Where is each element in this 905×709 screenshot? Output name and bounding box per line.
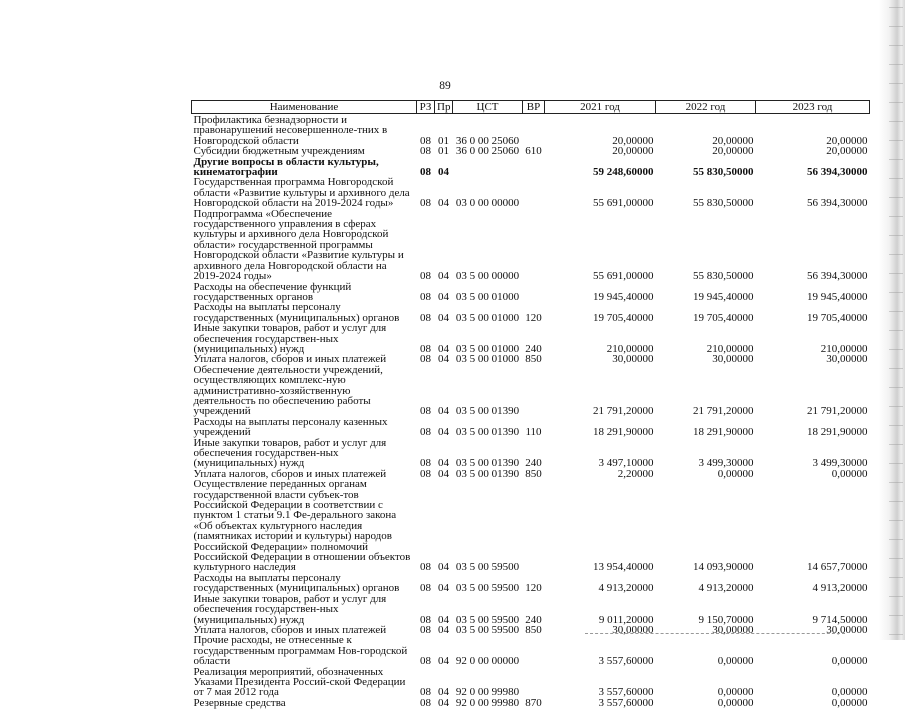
cell-2023: 19 945,40000 — [807, 290, 868, 303]
cell-2023: 14 657,70000 — [807, 561, 868, 574]
page-edge-texture — [889, 0, 903, 640]
header-name: Наименование — [192, 101, 417, 114]
cell-rz: 08 — [420, 145, 431, 158]
cell-vr: 870 — [525, 696, 542, 709]
cell-cst: 03 5 00 01000 — [455, 353, 520, 366]
cell-2022: 55 830,50000 — [693, 270, 754, 283]
cell-2021: 21 791,20000 — [593, 405, 654, 418]
cell-rz: 08 — [420, 197, 431, 210]
cell-2022: 0,00000 — [717, 686, 754, 699]
header-cst: ЦСТ — [453, 101, 523, 114]
cell-2021: 4 913,20000 — [598, 582, 654, 595]
cell-2022: 20,00000 — [712, 134, 754, 147]
cell-cst: 92 0 00 99980 — [455, 686, 520, 699]
cell-cst — [453, 157, 523, 178]
cell-vr: 850 — [525, 623, 542, 636]
cell-pr: 04 — [438, 696, 449, 709]
cell-2022: 55 830,50000 — [693, 197, 754, 210]
cell-vr — [523, 177, 545, 208]
cell-2022: 30,00000 — [712, 623, 754, 636]
cell-2022: 21 791,20000 — [693, 405, 754, 418]
table-row — [192, 302, 870, 323]
cell-vr: 240 — [525, 613, 542, 626]
cell-2021: 3 557,60000 — [598, 696, 654, 709]
cell-2021: 59 248,60000 — [593, 166, 654, 179]
cell-pr: 04 — [438, 166, 449, 179]
cell-2022: 0,00000 — [717, 696, 754, 709]
cell-2023: 9 714,50000 — [812, 613, 868, 626]
cell-2021: 3 557,60000 — [598, 686, 654, 699]
header-2021: 2021 год — [545, 101, 656, 114]
table-header-row — [192, 101, 870, 114]
table-row — [192, 323, 870, 354]
table-row — [192, 282, 870, 303]
cell-pr: 04 — [438, 623, 449, 636]
cell-cst: 03 5 00 59500 — [455, 561, 520, 574]
cell-2021: 3 557,60000 — [598, 655, 654, 668]
cell-rz: 08 — [420, 353, 431, 366]
cell-2021: 9 011,20000 — [598, 613, 654, 626]
cell-name: Уплата налогов, сборов и иных платежей — [193, 467, 387, 480]
cell-2021: 13 954,40000 — [593, 561, 654, 574]
table-row — [192, 177, 870, 208]
cell-rz: 08 — [420, 686, 431, 699]
header-pr: Пр — [435, 101, 453, 114]
cell-2022: 20,00000 — [712, 145, 754, 158]
cell-vr: 240 — [525, 457, 542, 470]
cell-2022: 19 945,40000 — [693, 290, 754, 303]
cell-vr: 110 — [525, 426, 542, 439]
cell-pr: 04 — [438, 353, 449, 366]
cell-name: Подпрограмма «Обеспечение государственного управления в сферах культуры и архивного дела Новгородской области» государственной программы Новгородской области «Развитие культуры и архивного дела Новгородской области на 2019-2024 годы» — [193, 207, 404, 283]
cell-vr: 850 — [525, 467, 542, 480]
cell-2023: 4 913,20000 — [812, 582, 868, 595]
cell-2021: 20,00000 — [612, 134, 654, 147]
cell-name: Расходы на выплаты персоналу казенных учреждений — [193, 415, 388, 439]
cell-2023: 30,00000 — [826, 623, 868, 636]
cell-cst: 03 5 00 01390 — [455, 467, 520, 480]
cell-2022: 210,00000 — [706, 342, 754, 355]
table-row — [192, 157, 870, 178]
cell-pr: 04 — [438, 582, 449, 595]
cell-cst: 03 5 00 59500 — [455, 623, 520, 636]
cell-cst: 03 5 00 01390 — [455, 457, 520, 470]
cell-2022: 0,00000 — [717, 655, 754, 668]
cell-2022: 30,00000 — [712, 353, 754, 366]
cell-2023: 0,00000 — [831, 655, 868, 668]
cell-cst: 03 5 00 00000 — [455, 270, 520, 283]
cell-name: Осуществление переданных органам государственной власти субъек-тов Российской Федерации в соответствии с пунктом 1 статьи 9.1 Фе-дерального закона «Об объектах культурного наследия (памятниках истории и культуры) народов Российской Федерации» полномочий Российской Федерации в отношении объектов культурного наследия — [193, 478, 411, 574]
cell-2021: 210,00000 — [606, 342, 654, 355]
table-row — [192, 438, 870, 469]
cell-2023: 21 791,20000 — [807, 405, 868, 418]
cell-2021: 30,00000 — [612, 353, 654, 366]
cell-name: Резервные средства — [193, 696, 286, 709]
cell-rz: 08 — [420, 623, 431, 636]
cell-rz: 08 — [420, 134, 431, 147]
cell-name: Другие вопросы в области культуры, кинематографии — [193, 155, 379, 179]
cell-name: Прочие расходы, не отнесенные к государственным программам Нов-городской области — [193, 634, 408, 668]
cell-2023: 0,00000 — [831, 696, 868, 709]
cell-rz: 08 — [420, 311, 431, 324]
cell-name: Профилактика безнадзорности и правонарушений несовершенноле-тних в Новгородской области — [193, 114, 388, 147]
cell-pr: 04 — [438, 290, 449, 303]
cell-2023: 56 394,30000 — [807, 197, 868, 210]
cell-pr: 04 — [438, 342, 449, 355]
cell-2023: 56 394,30000 — [807, 270, 868, 283]
cell-pr: 04 — [438, 561, 449, 574]
cell-pr: 04 — [438, 270, 449, 283]
cell-2023: 20,00000 — [826, 145, 868, 158]
cell-vr — [523, 282, 545, 303]
table-row — [192, 114, 870, 147]
cell-2021: 20,00000 — [612, 145, 654, 158]
header-vr: ВР — [523, 101, 545, 114]
cell-2021: 55 691,00000 — [593, 270, 654, 283]
header-2023: 2023 год — [756, 101, 870, 114]
cell-cst: 36 0 00 25060 — [455, 145, 520, 158]
header-rz: РЗ — [417, 101, 435, 114]
cell-cst: 03 5 00 59500 — [455, 613, 520, 626]
cell-2023: 210,00000 — [820, 342, 868, 355]
cell-2023: 56 394,30000 — [807, 166, 868, 179]
cell-2023: 0,00000 — [831, 686, 868, 699]
cell-rz: 08 — [420, 467, 431, 480]
cell-cst: 03 5 00 01000 — [455, 342, 520, 355]
cell-2021: 18 291,90000 — [593, 426, 654, 439]
cell-name: Расходы на обеспечение функций государственных органов — [193, 280, 352, 303]
cell-2023: 3 499,30000 — [812, 457, 868, 470]
cell-name: Иные закупки товаров, работ и услуг для обеспечения государствен-ных (муниципальных) нужд — [193, 592, 387, 626]
page-number: 89 — [439, 80, 451, 92]
cell-name: Уплата налогов, сборов и иных платежей — [193, 623, 387, 636]
cell-name: Государственная программа Новгородской области «Развитие культуры и архивного дела Новгородской области на 2019-2024 годы» — [193, 176, 410, 210]
table-row — [192, 417, 870, 438]
cell-rz: 08 — [420, 696, 431, 709]
cell-rz: 08 — [420, 166, 431, 179]
cell-2022: 3 499,30000 — [698, 457, 754, 470]
cell-rz: 08 — [420, 613, 431, 626]
cell-2022: 14 093,90000 — [693, 561, 754, 574]
cell-cst: 03 5 00 01390 — [455, 405, 520, 418]
table-row — [192, 209, 870, 282]
cell-2023: 30,00000 — [826, 353, 868, 366]
cell-2022: 9 150,70000 — [698, 613, 754, 626]
cell-name: Расходы на выплаты персоналу государственных (муниципальных) органов — [193, 301, 400, 324]
cell-2022: 0,00000 — [717, 467, 754, 480]
cell-pr: 04 — [438, 405, 449, 418]
cell-vr — [523, 157, 545, 178]
budget-table — [191, 100, 870, 708]
cell-2021: 55 691,00000 — [593, 197, 654, 210]
table-row — [192, 698, 870, 708]
cell-2021: 30,00000 — [612, 623, 654, 636]
cell-2021: 3 497,10000 — [598, 457, 654, 470]
cell-rz: 08 — [420, 582, 431, 595]
cell-2022: 18 291,90000 — [693, 426, 754, 439]
table-row — [192, 667, 870, 698]
table-row — [192, 479, 870, 573]
cell-cst: 03 5 00 01000 — [455, 290, 520, 303]
table-row — [192, 594, 870, 625]
cell-2023: 20,00000 — [826, 134, 868, 147]
cell-2021: 19 945,40000 — [593, 290, 654, 303]
cell-pr: 01 — [438, 134, 449, 147]
cell-vr — [523, 209, 545, 282]
cell-rz: 08 — [420, 426, 431, 439]
cell-2021: 2,20000 — [617, 467, 654, 480]
cell-cst: 03 5 00 01390 — [455, 426, 520, 439]
cell-cst: 03 5 00 59500 — [455, 582, 520, 595]
cell-cst: 36 0 00 25060 — [455, 134, 520, 147]
cell-vr: 120 — [525, 311, 542, 324]
cell-2022: 55 830,50000 — [693, 166, 754, 179]
cell-rz: 08 — [420, 290, 431, 303]
cell-2021: 19 705,40000 — [593, 311, 654, 324]
cell-2023: 18 291,90000 — [807, 426, 868, 439]
cell-rz: 08 — [420, 405, 431, 418]
page-edge-shadow — [879, 0, 905, 640]
cell-name: Обеспечение деятельности учреждений, осуществляющих комплекс-ную административно-хозяйственную деятельность по обеспечению работы учреждений — [193, 363, 383, 418]
cell-2023: 0,00000 — [831, 467, 868, 480]
cell-vr — [523, 365, 545, 417]
cell-rz: 08 — [420, 457, 431, 470]
cell-2023: 19 705,40000 — [807, 311, 868, 324]
cell-name: Иные закупки товаров, работ и услуг для обеспечения государствен-ных (муниципальных) нужд — [193, 436, 387, 470]
cell-name: Субсидии бюджетным учреждениям — [193, 145, 365, 158]
cell-pr: 04 — [438, 197, 449, 210]
cell-name: Расходы на выплаты персоналу государственных (муниципальных) органов — [193, 571, 400, 595]
cell-rz: 08 — [420, 342, 431, 355]
cell-name: Уплата налогов, сборов и иных платежей — [193, 353, 387, 366]
cell-pr: 04 — [438, 426, 449, 439]
header-2022: 2022 год — [656, 101, 756, 114]
cell-name: Реализация мероприятий, обозначенных Указами Президента Россий-ской Федерации от 7 мая 2012 года — [193, 665, 406, 699]
cell-cst: 92 0 00 99980 — [455, 696, 520, 709]
cell-pr: 01 — [438, 145, 449, 158]
cell-vr — [523, 114, 545, 147]
cell-vr: 240 — [525, 342, 542, 355]
cell-cst: 92 0 00 00000 — [455, 655, 520, 668]
cell-2022: 19 705,40000 — [693, 311, 754, 324]
cell-pr: 04 — [438, 686, 449, 699]
cell-vr: 610 — [525, 145, 542, 158]
cell-vr — [523, 667, 545, 698]
cell-rz: 08 — [420, 561, 431, 574]
cell-rz: 08 — [420, 655, 431, 668]
cell-vr: 850 — [525, 353, 542, 366]
bottom-rule — [585, 633, 845, 635]
cell-rz: 08 — [420, 270, 431, 283]
cell-cst: 03 5 00 01000 — [455, 311, 520, 324]
cell-cst: 03 0 00 00000 — [455, 197, 520, 210]
cell-pr: 04 — [438, 655, 449, 668]
cell-pr: 04 — [438, 311, 449, 324]
cell-vr — [523, 479, 545, 573]
table-row — [192, 365, 870, 417]
table-row — [192, 573, 870, 594]
cell-name: Иные закупки товаров, работ и услуг для обеспечения государствен-ных (муниципальных) нужд — [193, 322, 387, 355]
cell-2022: 4 913,20000 — [698, 582, 754, 595]
cell-pr: 04 — [438, 457, 449, 470]
cell-pr: 04 — [438, 467, 449, 480]
cell-vr: 120 — [525, 582, 542, 595]
cell-pr: 04 — [438, 613, 449, 626]
